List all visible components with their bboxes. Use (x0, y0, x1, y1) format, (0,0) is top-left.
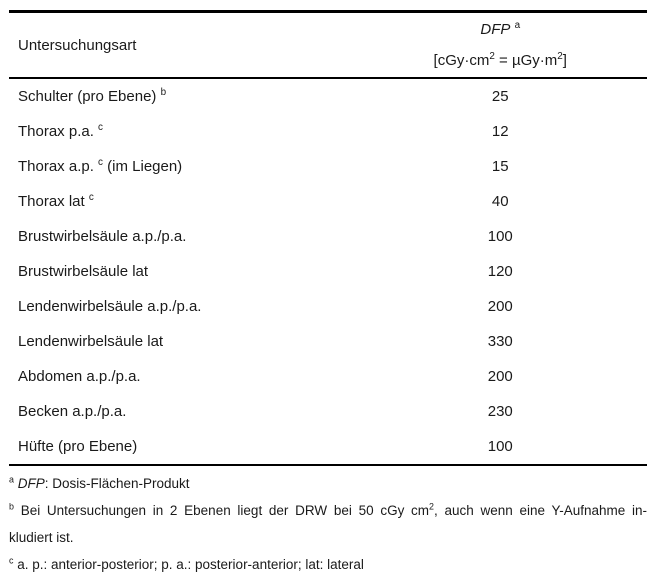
dfp-value-cell: 200 (487, 368, 513, 385)
exam-type-cell: Lendenwirbelsäule lat (18, 333, 164, 350)
table-row (9, 289, 647, 324)
footnote-line: $^b$ Bei Untersuchungen in 2 Ebenen liegt der DRW bei 50 cGy $cm^2$, auch wenn eine Y-Aufnahme in- (9, 501, 647, 518)
exam-type-cell: Abdomen a.p./p.a. (18, 368, 141, 385)
dfp-value-cell: 25 (491, 88, 509, 105)
table-row (9, 359, 647, 394)
exam-type-cell: Thorax lat $^c$ (18, 192, 94, 210)
column-header-dfp (354, 13, 647, 77)
exam-type-cell: Thorax a.p. $^c$ (im Liegen) (18, 157, 183, 175)
exam-type-cell: Hüfte (pro Ebene) (18, 438, 138, 455)
exam-type-cell: Brustwirbelsäule lat (18, 263, 149, 280)
table-row (9, 429, 647, 464)
dfp-value-cell: 330 (487, 333, 513, 350)
footnote-line: kludiert ist. (9, 530, 74, 545)
exam-type-cell: Thorax p.a. $^c$ (18, 122, 103, 140)
footnote-line: $^c$ a. p.: anterior-posterior; p. a.: posterior-anterior; lat: lateral (9, 555, 364, 572)
table-row (9, 184, 647, 219)
column-header-untersuchungsart: Untersuchungsart (18, 36, 137, 54)
exam-type-cell: Brustwirbelsäule a.p./p.a. (18, 228, 187, 245)
table-footnotes (9, 464, 647, 578)
table-row (9, 79, 647, 114)
exam-type-cell: Becken a.p./p.a. (18, 403, 127, 420)
table-row (9, 114, 647, 149)
dfp-value-cell: 100 (487, 438, 513, 455)
dfp-value-cell: 200 (487, 298, 513, 315)
dfp-value-cell: 120 (487, 263, 513, 280)
table-row (9, 149, 647, 184)
table-body (9, 79, 647, 464)
exam-type-cell: Lendenwirbelsäule a.p./p.a. (18, 298, 202, 315)
table-row (9, 219, 647, 254)
table-header-row (9, 10, 647, 79)
table-row (9, 394, 647, 429)
dfp-value-cell: 40 (491, 193, 509, 210)
dfp-value-cell: 12 (491, 123, 509, 140)
drw-reference-table (9, 10, 647, 578)
dfp-value-cell: 15 (491, 158, 509, 175)
table-row (9, 324, 647, 359)
dfp-header-label: DFP $^a$ (480, 20, 521, 38)
dfp-value-cell: 230 (487, 403, 513, 420)
table-row (9, 254, 647, 289)
footnote-line: $^a$ DFP: Dosis-Flächen-Produkt (9, 474, 190, 491)
dfp-header-unit: $[cGy\cdot cm^2 = \mu Gy\cdot m^2]$ (433, 51, 567, 69)
exam-type-cell: Schulter (pro Ebene) $^b$ (18, 87, 167, 105)
dfp-value-cell: 100 (487, 228, 513, 245)
